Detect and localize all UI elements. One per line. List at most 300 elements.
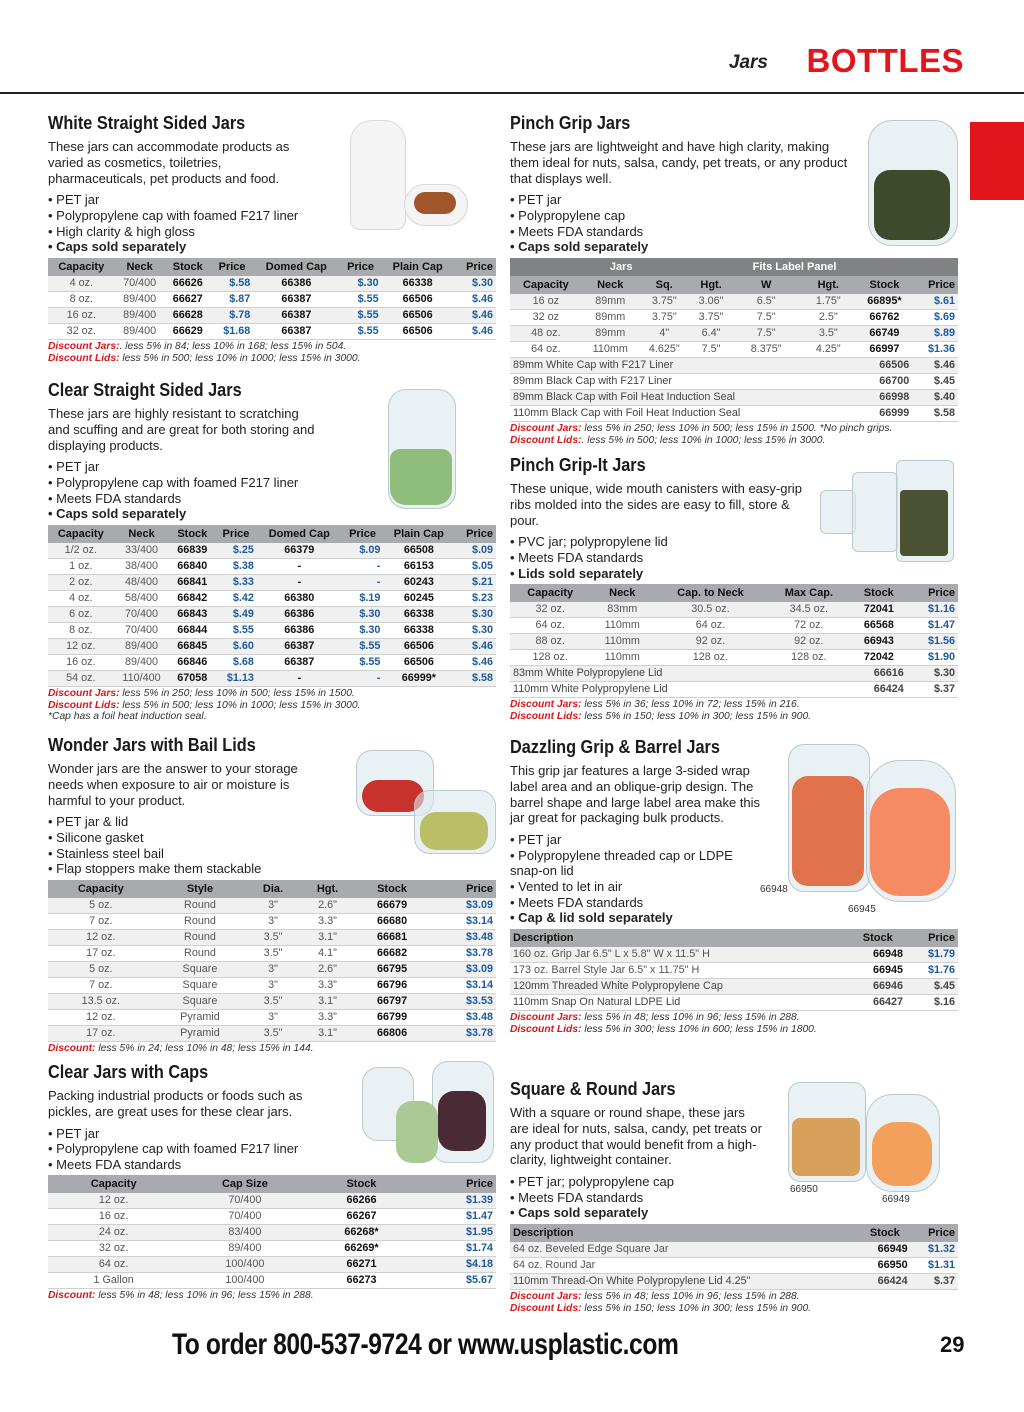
table-cell: $3.14	[429, 913, 496, 929]
table-cell: 64 oz. Beveled Edge Square Jar	[510, 1242, 859, 1258]
feature-item: • Polypropylene cap with foamed F217 liner	[48, 1141, 498, 1157]
column-header: Sq.	[639, 276, 690, 294]
feature-item: • PET jar	[510, 832, 755, 848]
table-cell: $.09	[454, 543, 496, 559]
table-cell: $.46	[454, 654, 496, 670]
table-cell: 66806	[355, 1025, 428, 1041]
table-cell: $.89	[912, 325, 958, 341]
discount-label: Discount Lids:	[510, 1302, 582, 1314]
table-cell: 66626	[165, 276, 211, 292]
order-footer: To order 800-537-9724 or www.usplastic.com	[172, 1328, 679, 1361]
table-cell: $3.48	[429, 929, 496, 945]
table-cell: 83/400	[179, 1225, 310, 1241]
feature-item: • Polypropylene cap with foamed F217 liner	[48, 475, 498, 491]
table-cell: 66681	[355, 929, 428, 945]
column-header: Capacity	[510, 584, 590, 602]
table-cell: 66387	[257, 654, 342, 670]
table-cell: $.61	[912, 294, 958, 310]
green-small-jar	[396, 1101, 438, 1163]
table-cell: 110mm Thread-On White Polypropylene Lid 4.25"	[510, 1273, 859, 1289]
table-cell: 3.5"	[800, 325, 857, 341]
table-cell: 66627	[165, 291, 211, 307]
table-cell: $.46	[454, 323, 496, 339]
section-title: Pinch Grip-It Jars	[510, 454, 646, 475]
table-row	[510, 947, 958, 963]
column-header: Stock	[851, 584, 907, 602]
discount-terms: less 5% in 150; less 10% in 300; less 15% in 900.	[581, 1302, 812, 1314]
table-cell: $.16	[906, 994, 958, 1010]
table-row	[510, 602, 958, 618]
table-cell: 70/400	[179, 1193, 310, 1209]
table-cell: $3.78	[429, 1025, 496, 1041]
table-row	[48, 307, 496, 323]
table-cell: 7 oz.	[48, 913, 154, 929]
photo-label-66948: 66948	[760, 884, 788, 895]
table-row	[48, 898, 496, 914]
table-cell: 72042	[851, 650, 907, 666]
section-title: White Straight Sided Jars	[48, 112, 246, 133]
table-cell: 66844	[170, 622, 216, 638]
table-cell: Round	[154, 945, 247, 961]
table-row	[510, 325, 958, 341]
table-row	[48, 1241, 496, 1257]
table-cell: $3.53	[429, 993, 496, 1009]
clear-caps-photo	[358, 1061, 498, 1171]
table-cell: 3.3"	[300, 1009, 356, 1025]
table-cell: 66506	[382, 323, 454, 339]
table-cell: 66386	[257, 622, 342, 638]
table-cell: 3"	[246, 1009, 299, 1025]
table-cell: 3.75"	[639, 309, 690, 325]
section-white-straight	[48, 112, 498, 367]
table-cell: 16 oz.	[48, 654, 114, 670]
column-header: Cap. to Neck	[654, 584, 767, 602]
feature-item: • PVC jar; polypropylene lid	[510, 534, 960, 550]
table-cell: $.33	[215, 574, 257, 590]
table-cell: 66616	[851, 666, 907, 682]
table-cell: 4"	[639, 325, 690, 341]
table-cell: 4 oz.	[48, 276, 115, 292]
table-cell: 3.5"	[246, 929, 299, 945]
table-row	[48, 543, 496, 559]
table-cell: 160 oz. Grip Jar 6.5" L x 5.8" W x 11.5" H	[510, 947, 849, 963]
table-cell: 66506	[382, 291, 454, 307]
table-cell: $.55	[339, 323, 381, 339]
green-contents	[390, 449, 452, 505]
table-cell: $.69	[912, 309, 958, 325]
column-header: Price	[342, 525, 384, 543]
discount-terms: less 5% in 250; less 10% in 500; less 15% in 1500.	[119, 687, 355, 699]
table-cell: -	[257, 558, 342, 574]
table-cell: 3.5"	[246, 993, 299, 1009]
feature-item-bold: • Caps sold separately	[510, 1205, 960, 1221]
column-header: Stock	[355, 880, 428, 898]
column-header: Capacity	[48, 525, 114, 543]
table-row	[510, 1242, 958, 1258]
discount-terms: less 5% in 48; less 10% in 96; less 15% in 288.	[581, 1290, 800, 1302]
table-cell: Pyramid	[154, 1025, 247, 1041]
table-cell: 67058	[170, 670, 216, 686]
column-header: Neck	[115, 258, 165, 276]
table-cell: 66999	[857, 405, 913, 421]
table-cell: $.46	[454, 638, 496, 654]
group-header: Jars	[510, 258, 732, 276]
table-cell: 16 oz.	[48, 1209, 179, 1225]
feature-item: • Silicone gasket	[48, 830, 498, 846]
section-title: Clear Jars with Caps	[48, 1061, 209, 1082]
discount-text	[48, 688, 498, 712]
canister-small	[820, 490, 856, 534]
discount-text	[510, 699, 960, 723]
accessory-row	[510, 994, 958, 1010]
feature-item: • Meets FDA standards	[510, 550, 960, 566]
table-cell: 66380	[257, 590, 342, 606]
discount-label: Discount Lids:	[48, 699, 120, 711]
table-cell: 6.4"	[690, 325, 733, 341]
section-description: These jars are highly resistant to scratching and scuffing and are great for both storing and displaying products.	[48, 406, 315, 453]
section-square	[510, 1078, 960, 1315]
accessory-row	[510, 389, 958, 405]
discount-terms: less 5% in 500; less 10% in 1000; less 15% in 3000.	[119, 352, 361, 364]
column-header: Neck	[114, 525, 170, 543]
table-cell: 13.5 oz.	[48, 993, 154, 1009]
discount-line	[510, 1012, 960, 1024]
section-dazzling	[510, 736, 960, 1066]
table-cell: 5 oz.	[48, 961, 154, 977]
discount-line	[510, 711, 960, 723]
column-header: Capacity	[510, 276, 582, 294]
discount-line	[510, 1291, 960, 1303]
table-cell: 17 oz.	[48, 945, 154, 961]
photo-label-66945: 66945	[848, 904, 876, 915]
table-cell: Round	[154, 913, 247, 929]
table-cell: 12 oz.	[48, 638, 114, 654]
table-cell: $.30	[454, 276, 496, 292]
table-cell: 66387	[253, 323, 339, 339]
table-cell: $1.32	[911, 1242, 958, 1258]
table-cell: 89mm	[582, 294, 639, 310]
feature-item: • Flap stoppers make them stackable	[48, 861, 498, 877]
table-cell: 8 oz.	[48, 622, 114, 638]
table-cell: 128 oz.	[510, 650, 590, 666]
table-cell: 64 oz.	[510, 341, 582, 357]
table-cell: $.55	[342, 654, 384, 670]
table-cell: $.30	[339, 276, 381, 292]
table-row	[48, 638, 496, 654]
table-cell: $.78	[211, 307, 253, 323]
table-cell: 66749	[857, 325, 913, 341]
discount-terms: less 5% in 48; less 10% in 96; less 15% in 288.	[95, 1290, 314, 1302]
discount-label: Discount Jars:	[510, 422, 582, 434]
table-cell: 89mm	[582, 309, 639, 325]
table-cell: 66679	[355, 898, 428, 914]
canister-medium	[852, 472, 898, 552]
table-cell: $.55	[339, 291, 381, 307]
table-cell: 66797	[355, 993, 428, 1009]
table-cell: Square	[154, 993, 247, 1009]
table-cell: 66267	[311, 1209, 413, 1225]
feature-item: • Meets FDA standards	[510, 224, 960, 240]
table-cell: $.60	[215, 638, 257, 654]
feature-item: • Polypropylene cap with foamed F217 liner	[48, 208, 498, 224]
discount-label: Discount Jars:	[48, 340, 120, 352]
table-cell: $.46	[454, 291, 496, 307]
table-cell: Square	[154, 961, 247, 977]
table-cell: 3.5"	[246, 945, 299, 961]
table-cell: 173 oz. Barrel Style Jar 6.5" x 11.75" H	[510, 962, 849, 978]
table-cell: -	[342, 574, 384, 590]
table-row	[510, 618, 958, 634]
table-cell: 66946	[849, 978, 906, 994]
pinch-it-photo	[818, 460, 958, 568]
discount-line	[48, 1043, 498, 1055]
table-cell: 66506	[383, 638, 454, 654]
table-cell: $.37	[911, 1273, 958, 1289]
table-cell: 64 oz.	[510, 618, 590, 634]
column-header: Price	[429, 880, 496, 898]
table-cell: $.55	[342, 638, 384, 654]
table-cell: $.58	[211, 276, 253, 292]
table-cell: 66508	[383, 543, 454, 559]
table-cell: 3.75"	[639, 294, 690, 310]
column-header: Price	[211, 258, 253, 276]
table-cell: 64 oz. Round Jar	[510, 1257, 859, 1273]
section-description: These unique, wide mouth canisters with easy-grip ribs molded into the sides are easy to fill, store & pour.	[510, 481, 802, 528]
feature-item: • Vented to let in air	[510, 879, 755, 895]
feature-item: • PET jar; polypropylene cap	[510, 1174, 960, 1190]
table-cell: 66273	[311, 1273, 413, 1289]
table-cell: $1.56	[907, 634, 958, 650]
table-cell: 110mm Snap On Natural LDPE Lid	[510, 994, 849, 1010]
table-cell: 4.25"	[800, 341, 857, 357]
table-cell: 2.6"	[300, 898, 356, 914]
column-header: Capacity	[48, 880, 154, 898]
table-cell: 110mm White Polypropylene Lid	[510, 682, 851, 698]
column-header: Dia.	[246, 880, 299, 898]
discount-text	[510, 1012, 960, 1036]
column-header: Cap Size	[179, 1175, 310, 1193]
table-cell: 66846	[170, 654, 216, 670]
column-header: Stock	[165, 258, 211, 276]
discount-label: Discount Lids:	[510, 710, 582, 722]
table-cell: 89mm Black Cap with F217 Liner	[510, 373, 857, 389]
table-cell: 16 oz.	[48, 307, 115, 323]
table-cell: $.30	[342, 606, 384, 622]
square-jar-contents	[792, 1118, 860, 1176]
table-cell: 33/400	[114, 543, 170, 559]
clear-caps-table	[48, 1175, 496, 1289]
table-cell: $.87	[211, 291, 253, 307]
discount-terms: less 5% in 36; less 10% in 72; less 15% in 216.	[581, 699, 800, 711]
table-cell: -	[342, 558, 384, 574]
table-cell: $1.16	[907, 602, 958, 618]
table-row	[510, 1257, 958, 1273]
table-cell: $.58	[912, 405, 958, 421]
column-header: Stock	[857, 276, 913, 294]
table-cell: -	[342, 670, 384, 686]
section-description: With a square or round shape, these jars are ideal for nuts, salsa, candy, pet treats or any product that would benefit from a high-clarity, lightweight container.	[510, 1105, 762, 1168]
table-cell: 66424	[859, 1273, 911, 1289]
table-cell: 54 oz.	[48, 670, 114, 686]
table-cell: 89mm	[582, 325, 639, 341]
table-cell: 58/400	[114, 590, 170, 606]
table-cell: $.49	[215, 606, 257, 622]
table-cell: 66338	[383, 622, 454, 638]
table-cell: 3.1"	[300, 993, 356, 1009]
feature-item: • Polypropylene threaded cap or LDPE snap-on lid	[510, 848, 755, 879]
table-cell: 66427	[849, 994, 906, 1010]
column-header: Price	[412, 1175, 496, 1193]
square-round-table	[510, 1224, 958, 1290]
table-cell: 60243	[383, 574, 454, 590]
table-cell: $.38	[215, 558, 257, 574]
table-row	[48, 1273, 496, 1289]
table-cell: 32 oz	[510, 309, 582, 325]
table-cell: 66998	[857, 389, 913, 405]
table-cell: Pyramid	[154, 1009, 247, 1025]
table-cell: $1.31	[911, 1257, 958, 1273]
table-row	[48, 654, 496, 670]
page-header	[0, 40, 1024, 94]
table-cell: 1.75"	[800, 294, 857, 310]
accessory-row	[510, 357, 958, 373]
table-cell: 66840	[170, 558, 216, 574]
table-cell: 64 oz.	[48, 1257, 179, 1273]
barrel-jar-contents	[870, 788, 950, 896]
table-cell: 66700	[857, 373, 913, 389]
feature-item: • Meets FDA standards	[48, 491, 498, 507]
table-cell: $.46	[454, 307, 496, 323]
table-cell: 110mm	[590, 634, 654, 650]
wonder-jars-photo	[348, 740, 498, 860]
table-cell: 66845	[170, 638, 216, 654]
table-cell: $.40	[912, 389, 958, 405]
table-cell: 66387	[257, 638, 342, 654]
table-cell: 3"	[246, 977, 299, 993]
feature-item-bold: • Cap & lid sold separately	[510, 910, 755, 926]
table-cell: $.45	[912, 373, 958, 389]
table-cell: 66997	[857, 341, 913, 357]
discount-label: Discount:	[48, 1290, 96, 1302]
table-row	[48, 945, 496, 961]
table-cell: 66268*	[311, 1225, 413, 1241]
table-cell: 48/400	[114, 574, 170, 590]
table-cell: $1.90	[907, 650, 958, 666]
table-cell: 110mm	[590, 618, 654, 634]
table-cell: 66945	[849, 962, 906, 978]
table-cell: 66379	[257, 543, 342, 559]
discount-line	[48, 1290, 498, 1302]
column-header: Price	[454, 258, 496, 276]
discount-label: Discount Lids:	[510, 434, 582, 446]
section-description: Packing industrial products or foods such as pickles, are great uses for these clear jars.	[48, 1088, 303, 1119]
discount-label: Discount:	[48, 1042, 96, 1054]
table-cell: 89/400	[115, 307, 165, 323]
column-header: Price	[912, 276, 958, 294]
discount-line	[510, 423, 960, 435]
column-header: Price	[339, 258, 381, 276]
column-header: Description	[510, 929, 849, 947]
table-cell: 3.3"	[300, 913, 356, 929]
table-cell: 83mm White Polypropylene Lid	[510, 666, 851, 682]
accessory-row	[510, 405, 958, 421]
table-row	[510, 650, 958, 666]
table-cell: 32 oz.	[48, 323, 115, 339]
mix-contents	[874, 170, 950, 240]
table-cell: 66338	[383, 606, 454, 622]
table-cell: 8 oz.	[48, 291, 115, 307]
table-cell: 66843	[170, 606, 216, 622]
right-column	[510, 112, 960, 1327]
table-cell: 89/400	[179, 1241, 310, 1257]
section-pinch	[510, 112, 960, 446]
discount-terms: less 5% in 48; less 10% in 96; less 15% in 288.	[581, 1011, 800, 1023]
discount-line	[510, 1024, 960, 1036]
discount-label: Discount Jars:	[510, 1011, 582, 1023]
table-cell: $.30	[454, 622, 496, 638]
dazzling-table	[510, 929, 958, 1011]
table-cell: 3"	[246, 898, 299, 914]
table-cell: 92 oz.	[767, 634, 851, 650]
table-cell: $.45	[906, 978, 958, 994]
table-cell: 66266	[311, 1193, 413, 1209]
table-cell: 110mm	[582, 341, 639, 357]
table-cell: 72041	[851, 602, 907, 618]
feature-item: • Stainless steel bail	[48, 846, 498, 862]
column-header: Stock	[170, 525, 216, 543]
table-cell: $.23	[454, 590, 496, 606]
wonder-jars-table	[48, 880, 496, 1042]
table-cell: 1 oz.	[48, 558, 114, 574]
table-row	[48, 558, 496, 574]
table-cell: 7.5"	[690, 341, 733, 357]
table-cell: 30.5 oz.	[654, 602, 767, 618]
column-header: Price	[911, 1224, 958, 1242]
table-cell: 2.6"	[300, 961, 356, 977]
table-cell: 3"	[246, 913, 299, 929]
table-cell: 66841	[170, 574, 216, 590]
feature-item: • High clarity & high gloss	[48, 224, 498, 240]
table-row	[510, 294, 958, 310]
table-cell: 66506	[383, 654, 454, 670]
dazzling-jars-photo	[760, 736, 960, 932]
table-cell: $3.14	[429, 977, 496, 993]
table-cell: 110mm Black Cap with Foil Heat Induction Seal	[510, 405, 857, 421]
table-cell: 4.625"	[639, 341, 690, 357]
table-cell: $3.09	[429, 961, 496, 977]
table-cell: 128 oz.	[654, 650, 767, 666]
table-cell: 3.1"	[300, 929, 356, 945]
section-title: Wonder Jars with Bail Lids	[48, 734, 256, 755]
table-cell: $.55	[339, 307, 381, 323]
table-cell: 1/2 oz.	[48, 543, 114, 559]
table-cell: 5 oz.	[48, 898, 154, 914]
table-cell: $.30	[342, 622, 384, 638]
accessory-row	[510, 666, 958, 682]
discount-line	[510, 435, 960, 447]
feature-item-bold: • Lids sold separately	[510, 566, 960, 582]
table-cell: 7.5"	[732, 325, 800, 341]
table-cell: $1.95	[412, 1225, 496, 1241]
table-cell: 12 oz.	[48, 1009, 154, 1025]
table-cell: $.68	[215, 654, 257, 670]
section-wonder	[48, 734, 498, 1054]
table-row	[48, 929, 496, 945]
table-cell: 66338	[382, 276, 454, 292]
discount-terms: less 5% in 300; less 10% in 600; less 15% in 1800.	[581, 1023, 817, 1035]
discount-line	[510, 699, 960, 711]
table-cell: 66799	[355, 1009, 428, 1025]
